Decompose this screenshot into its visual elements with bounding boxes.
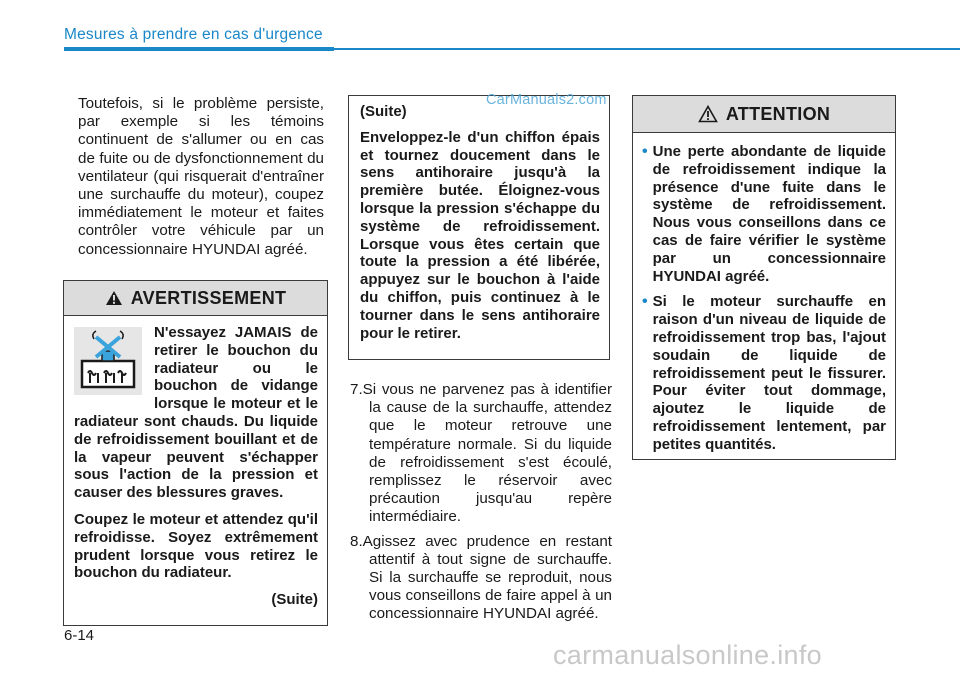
watermark-footer: carmanualsonline.info [553, 640, 822, 670]
warning-paragraph-2: Coupez le moteur et attendez qu'il refroidisse. Soyez extrêmement prudent lorsque vous retirez le bouchon du radiateur. [74, 510, 318, 582]
attention-bullet-1 [642, 143, 886, 285]
steps-list [350, 381, 612, 630]
attention-header [633, 96, 895, 133]
warning-body [64, 316, 327, 609]
section-title: Mesures à prendre en cas d'urgence [64, 26, 323, 43]
warning-suite-label: (Suite) [271, 591, 318, 609]
attention-bullet-text: Si le moteur surchauffe en raison d'un niveau de liquide de refroidissement trop bas, l'ajout soudain de liquide de refroidissement peut le fissurer. Pour éviter tout dommage, ajoutez le liquide de refroidissement lentement, par petites quantités. [652, 293, 886, 453]
attention-title: ATTENTION [725, 103, 831, 124]
bullet-dot-icon: • [642, 143, 648, 160]
watermark-top: CarManuals2.com [486, 92, 607, 108]
warning-header [64, 281, 327, 316]
warning-triangle-icon [105, 290, 123, 306]
page-number: 6-14 [64, 627, 95, 644]
caution-triangle-icon [698, 105, 718, 123]
continued-warning-box [348, 95, 610, 360]
radiator-steam-warning-icon [74, 327, 142, 395]
step-7: 7.Si vous ne parvenez pas à identifier la cause de la surchauffe, attendez que le moteur retrouve une température normale. Si du liquide de refroidissement s'est écoulé, remplissez le réservoir avec précaution jusqu'au repère intermédiaire. [350, 381, 612, 526]
attention-bullet-2 [642, 293, 886, 453]
attention-body [633, 133, 895, 454]
warning-paragraph-1: N'essayez JAMAIS de retirer le bouchon du radiateur ou le bouchon de vidange lorsque le moteur et le radiateur sont chauds. Du liquide de refroidissement bouillant et de la vapeur peuvent s'échapper sous l'action de la pression et causer des blessures graves. [74, 324, 318, 502]
header-rule [64, 48, 960, 50]
step-8: 8.Agissez avec prudence en restant attentif à tout signe de surchauffe. Si la surchauffe se reproduit, nous vous conseillons de faire appel à un concessionnaire HYUNDAI agréé. [350, 532, 612, 623]
bullet-dot-icon: • [642, 293, 648, 311]
attention-bullet-text: Une perte abondante de liquide de refroidissement indique la présence d'une fuite dans le système de refroidissement. Nous vous conseillons dans ce cas de faire vérifier le système par un concessionnaire HYUNDAI agréé. [652, 143, 886, 285]
intro-paragraph: Toutefois, si le problème persiste, par exemple si les témoins continuent de s'allumer ou en cas de fuite ou de dysfonctionnement du ventilateur (qui risquerait d'entraîner une surchauffe du moteur), coupez immédiatement le moteur et faites contrôler votre véhicule par un concessionnaire HYUNDAI agréé. [78, 95, 324, 258]
warning-title: AVERTISSEMENT [130, 287, 287, 308]
continued-paragraph: Enveloppez-le d'un chiffon épais et tournez doucement dans le sens antihoraire jusqu'à la première butée. Éloignez-vous lorsque la pression s'échappe du système de refroidissement. Lorsque vous êtes certain que toute la pression a été libérée, appuyez sur le bouchon à l'aide du chiffon, puis continuez à le tourner dans le sens antihoraire pour le retirer. [360, 128, 600, 342]
warning-box [63, 280, 328, 626]
continued-heading: (Suite) [360, 103, 407, 120]
attention-box [632, 95, 896, 460]
